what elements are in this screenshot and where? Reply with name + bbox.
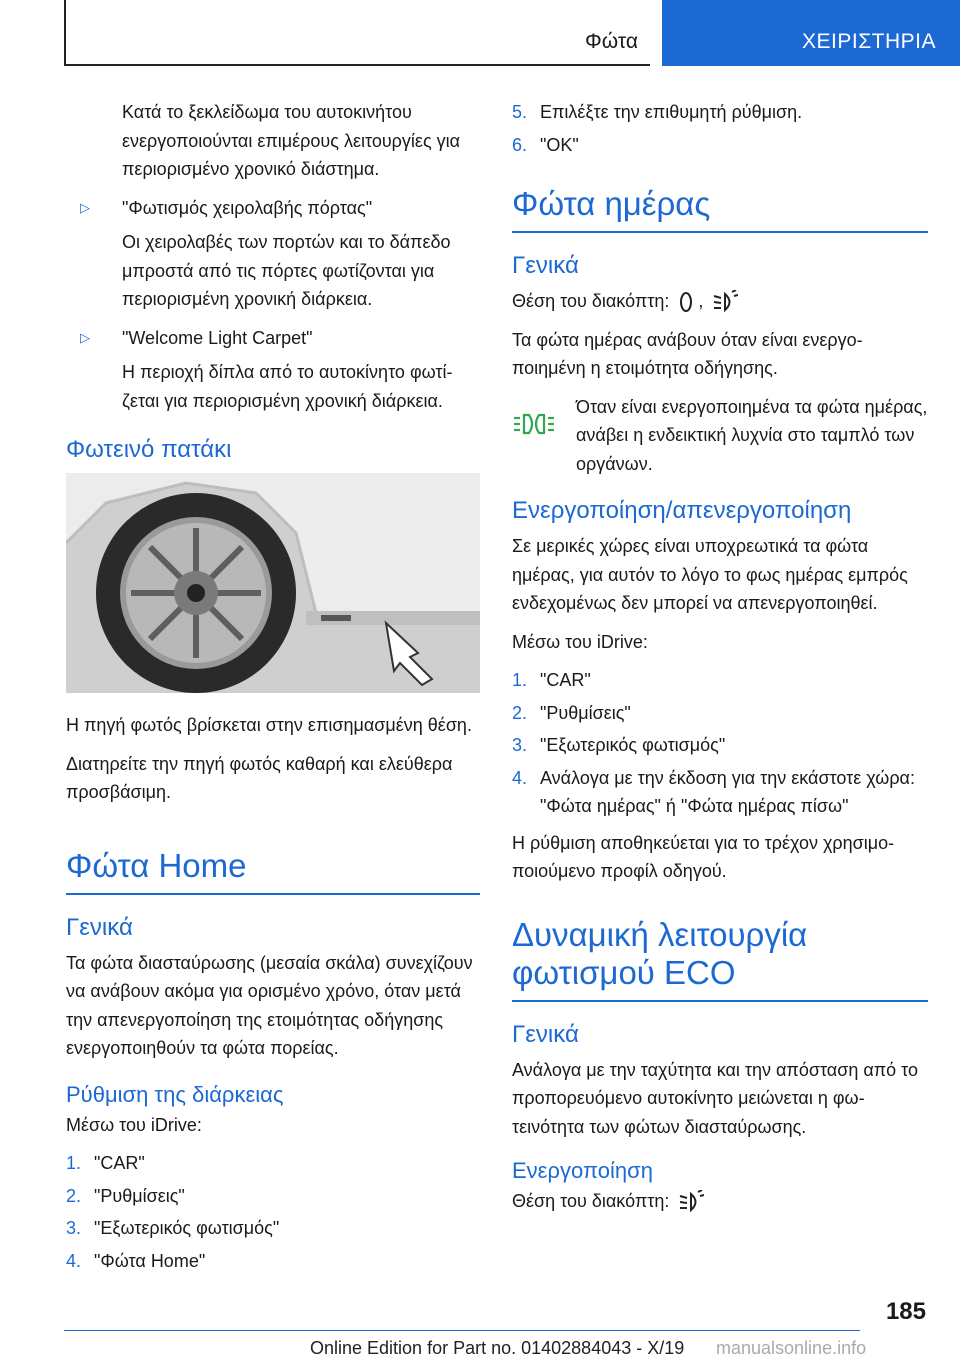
header-chapter-box [64,0,650,66]
list-item: 1. "CAR" [66,1153,145,1173]
heading-eco-wrap [512,916,928,1002]
heading-eco-line1: Δυναμική λειτουργία [512,915,808,953]
activation-paragraph: Σε μερικές χώρες είναι υποχρεωτικά τα φώτα ημέρας, για αυτόν το λόγο το φως ημέρας εμπρός ενδεχομένως δεν μπορεί να απενεργοποιηθεί. [512,536,908,613]
switch-position-line: Θέση του διακόπτη: , [512,287,928,316]
chapter-title: Φώτα [585,30,638,53]
list-item: 3. "Εξωτερικός φωτισμός" [512,735,726,755]
bullet-title: "Welcome Light Carpet" [122,327,313,348]
header-section-tab [662,0,960,66]
heading-enable: Ενεργοποίηση [512,1158,653,1183]
switch-position-line-2: Θέση του διακόπτη: [512,1187,928,1216]
section-title: ΧΕΙΡΙΣΤΗΡΙΑ [802,30,937,53]
indicator-note [512,393,928,479]
list-item: 3. "Εξωτερικός φωτισμός" [66,1218,280,1238]
steps-list [66,1149,480,1275]
right-column [512,98,928,1226]
list-item: 4. "Φώτα Home" [66,1250,206,1271]
list-item: 2. "Ρυθμίσεις" [512,702,631,723]
heading-light-carpet: Φωτεινό πατάκι [66,436,232,463]
bullet-text: Η περιοχή δίπλα από το αυτοκίνητο φωτίζεται για περιορισμένη χρονική διάρκεια. [122,362,453,411]
day-paragraph: Τα φώτα ημέρας ανάβουν όταν είναι ενεργοποιημένη η ετοιμότητα οδήγησης. [512,329,863,378]
heading-eco-line2: φωτισμού ECO [512,953,736,991]
intro-paragraph: Κατά το ξεκλείδωμα του αυτοκινήτου ενεργοποιούνται επιμέρους λειτουργίες για περιορισμένο χρονικό διάστημα. [122,102,461,179]
heading-home-wrap [66,847,480,895]
list-item: 4. Ανάλογα με την έκδοση για την εκάστοτε χώρα: "Φώτα ημέρας" ή "Φώτα ημέρας πίσω" [512,767,915,816]
triangle-bullet-icon: ▷ [80,329,90,345]
headlight-icon [712,290,738,314]
heading-general: Γενικά [66,913,133,941]
bullet-item [66,194,480,223]
heading-activation: Ενεργοποίηση/απενεργοποίηση [512,497,852,524]
switch-off-icon [678,290,694,314]
home-paragraph: Τα φώτα διασταύρωσης (μεσαία σκάλα) συνεχίζουν να ανάβουν ακόμα για ορισμένο χρόνο, όταν μετά την απενεργοποίηση της ετοιμότητας οδήγησης ενεργοποιηθούν τα φώτα πορείας. [66,952,473,1058]
indicator-note-text: Όταν είναι ενεργοποιημένα τα φώτα ημέρας, ανάβει η ενδεικτική λυχνία στο ταμπλό των οργάνων. [576,396,928,474]
list-item: 5. Επιλέξτε την επιθυμητή ρύθμιση. [512,102,803,122]
steps-list-continued [512,98,928,159]
saved-paragraph: Η ρύθμιση αποθηκεύεται για το τρέχον χρησιμοποιούμενο προφίλ οδηγού. [512,832,895,881]
list-item: 6. "OK" [512,134,579,155]
light-carpet-p1: Η πηγή φωτός βρίσκεται στην επισημασμένη θέση. [66,715,472,735]
via-idrive-label: Μέσω του iDrive: [512,631,648,652]
light-carpet-photo [66,473,480,693]
bullet-item [66,324,480,353]
car-wheel-illustration [66,473,480,693]
eco-paragraph: Ανάλογα με την ταχύτητα και την απόσταση από το προπορευόμενο αυτοκίνητο μειώνεται η φωτεινότητα των φώτων διασταύρωσης. [512,1059,919,1137]
footer-edition: Online Edition for Part no. 01402884043 - X/19 [310,1338,685,1358]
heading-day-wrap [512,185,928,233]
light-carpet-p2: Διατηρείτε την πηγή φωτός καθαρή και ελεύθερα προσβάσιμη. [66,753,453,802]
list-item: 2. "Ρυθμίσεις" [66,1185,185,1206]
heading-general: Γενικά [512,1020,579,1048]
heading-general: Γενικά [512,252,579,279]
left-column [66,98,480,1283]
triangle-bullet-icon: ▷ [80,199,90,215]
page-number: 185 [885,1298,926,1325]
via-idrive-label: Μέσω του iDrive: [66,1114,202,1135]
steps-list [512,666,928,821]
bullet-text: Οι χειρολαβές των πορτών και το δάπεδο μπροστά από τις πόρτες φωτίζονται για περιορισμένη χρονική διάρκεια. [122,232,451,309]
page-header [0,0,960,66]
heading-home-lights: Φώτα Home [66,846,247,884]
heading-daytime-lights: Φώτα ημέρας [512,185,711,222]
footer-divider [64,1330,860,1331]
heading-duration: Ρύθμιση της διάρκειας [66,1081,284,1107]
bullet-title: "Φωτισμός χειρολαβής πόρτας" [122,197,373,218]
daytime-running-light-indicator-icon [512,411,556,442]
list-item: 1. "CAR" [512,670,591,690]
watermark: manualsonline.info [716,1338,867,1358]
headlight-icon [678,1190,704,1214]
